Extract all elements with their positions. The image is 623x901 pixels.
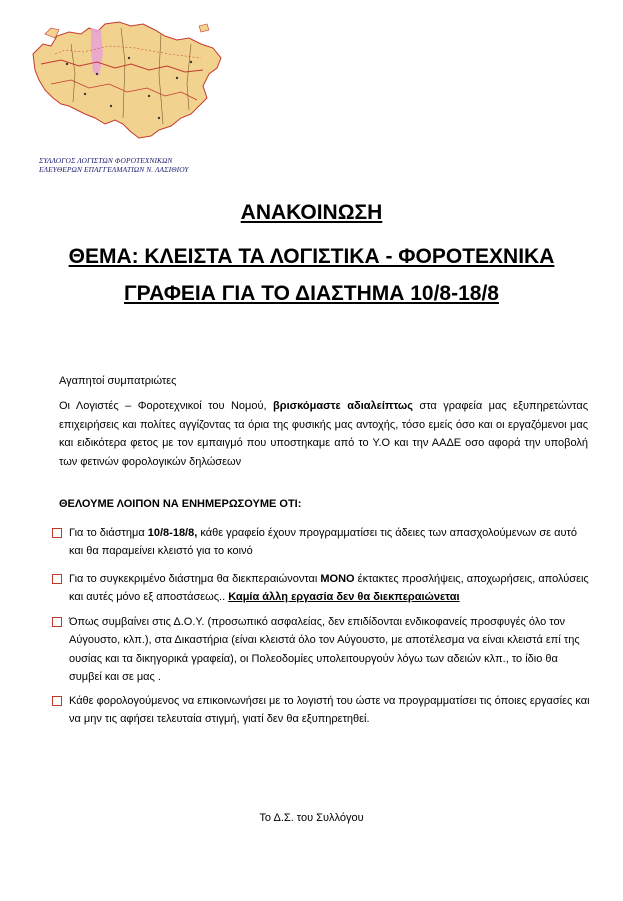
item-2-bold-underlined: Καμία άλλη εργασία δεν θα διεκπεραιώνεται	[228, 591, 460, 604]
list-item	[52, 692, 592, 729]
signature: Το Δ.Σ. του Συλλόγου	[259, 812, 364, 824]
item-2-pre: Για το συγκεκριμένο διάστημα θα διεκπεραιώνονται	[69, 573, 321, 585]
item-1-post: κάθε γραφείο έχουν προγραμματίσει τις άδειες των απασχολούμενων σε αυτό και θα παραμείνει κλειστό για το κοινό	[69, 527, 577, 558]
greeting: Αγαπητοί συμπατριώτες	[59, 375, 177, 387]
section-heading: ΘΕΛΟΥΜΕ ΛΟΙΠΟΝ ΝΑ ΕΝΗΜΕΡΩΣΟΥΜΕ ΟΤΙ:	[59, 498, 302, 510]
item-1-pre: Για το διάστημα	[69, 527, 148, 539]
intro-bold: βρισκόμαστε αδιαλείπτως	[273, 400, 413, 412]
announcement-title: ΑΝΑΚΟΙΝΩΣΗ	[240, 201, 383, 224]
subject-line-1: ΘΕΜΑ: ΚΛΕΙΣΤΑ ΤΑ ΛΟΓΙΣΤΙΚΑ - ΦΟΡΟΤΕΧΝΙΚΑ	[68, 245, 555, 268]
list-item	[52, 524, 592, 561]
association-name	[39, 156, 239, 174]
checkbox-bullet-icon	[52, 528, 62, 538]
intro-paragraph	[59, 397, 588, 471]
association-line-2: ΕΛΕΥΘΕΡΩΝ ΕΠΑΓΓΕΛΜΑΤΙΩΝ Ν. ΛΑΣΙΘΙΟΥ	[39, 165, 189, 174]
item-4-text: Κάθε φορολογούμενος να επικοινωνήσει με το λογιστή του ώστε να προγραμματίσει τις όποιες εργασίες και να μην τις αφήσει τελευταία στιγμή, γιατί δεν θα εξυπηρετηθεί.	[69, 695, 590, 726]
intro-part-1: Οι Λογιστές – Φοροτεχνικοί του Νομού,	[59, 400, 274, 412]
list-item	[52, 613, 592, 686]
list-item	[52, 570, 592, 607]
subject-line-2: ΓΡΑΦΕΙΑ ΓΙΑ ΤΟ ΔΙΑΣΤΗΜΑ 10/8-18/8	[124, 282, 499, 305]
checkbox-bullet-icon	[52, 574, 62, 584]
item-2-bold: ΜΟΝΟ	[320, 573, 355, 585]
association-line-1: ΣΥΛΛΟΓΟΣ ΛΟΓΙΣΤΩΝ ΦΟΡΟΤΕΧΝΙΚΩΝ	[39, 156, 173, 165]
intro-part-2: στα γραφεία μας εξυπηρετώντας επιχειρήσεις και πολίτες αγγίζοντας τα όρια της φυσικής μας αντοχής, τόσο εμείς όσο και οι εργαζόμενοι μας και ειδικότερα φετος με τον εμπαιγμό που υποστηκαμε από το Υ.Ο και την ΑΑΔΕ οσο αφορά την υποβολή των φετινών φορολογικών δηλώσεων	[59, 400, 588, 468]
checkbox-bullet-icon	[52, 617, 62, 627]
checkbox-bullet-icon	[52, 696, 62, 706]
item-3-text: Όπως συμβαίνει στις Δ.Ο.Υ. (προσωπικό ασφαλείας, δεν επιδίδονται ενδικοφανείς προσφυγές όλο τον Αύγουστο, κλπ.), στα Δικαστήρια (είναι κλειστά όλο τον Αύγουστο, με αποτέλεσμα να είναι κλειστά επί της ουσίας και τα δικηγορικά γραφεία), οι Πολεοδομίες υπολειτουργούν λόγω των αδειών κλπ., το ίδιο θα συμβεί και σε μας .	[69, 616, 580, 683]
item-1-bold: 10/8-18/8,	[147, 527, 198, 539]
item-2-mid: έκτακτες προσλήψεις, αποχωρήσεις, απολύσεις και αυτές μόνο εξ αποστάσεως..	[69, 573, 589, 604]
crete-lasithi-map-icon	[31, 14, 223, 145]
